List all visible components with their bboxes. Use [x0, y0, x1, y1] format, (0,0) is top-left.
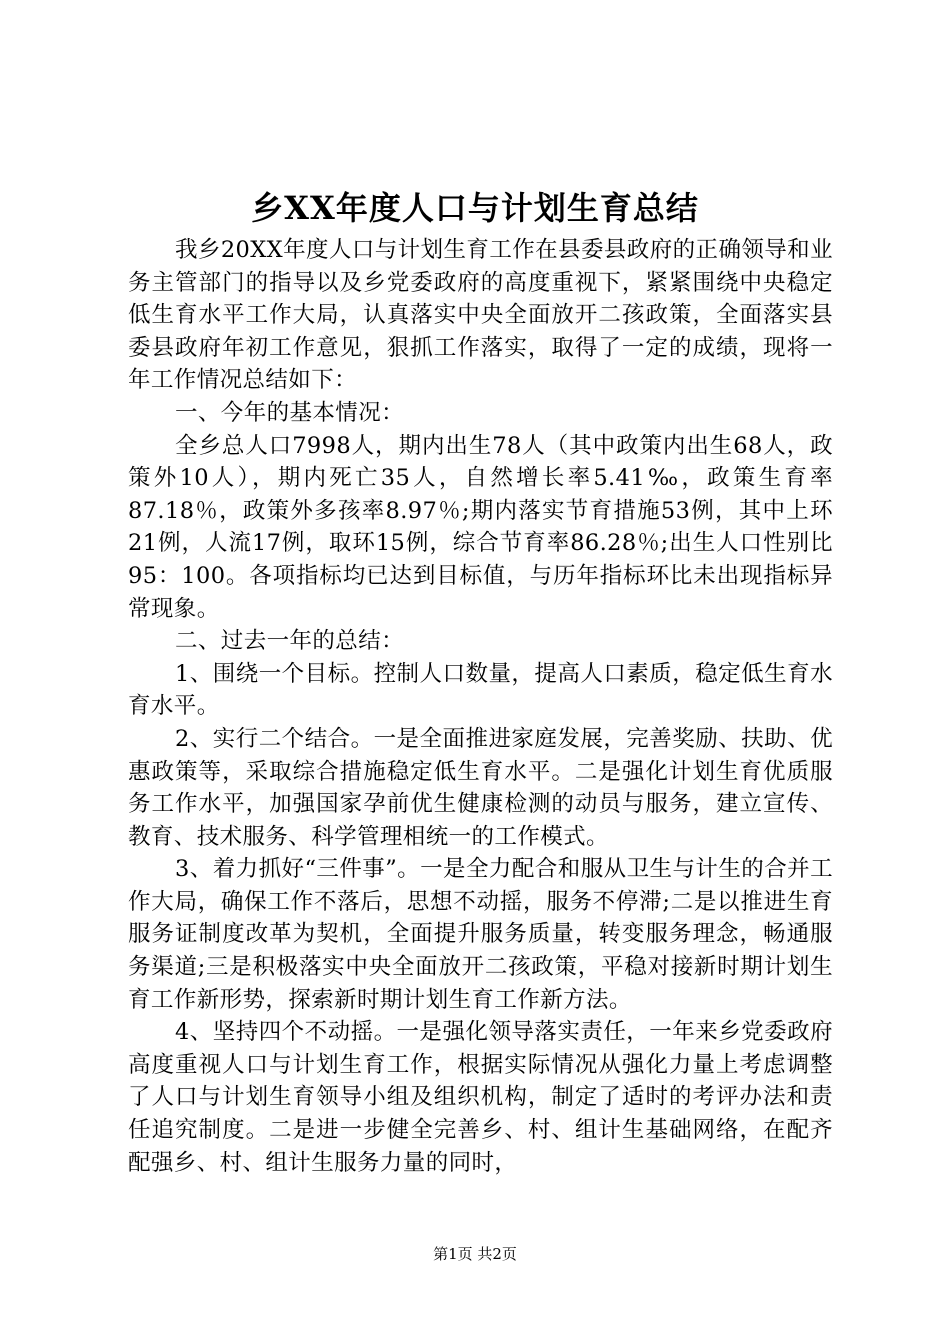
document-title: 乡XX年度人口与计划生育总结 — [251, 189, 699, 227]
page-footer: 第1页 共2页 — [433, 1245, 517, 1263]
paragraph-item-4: 4、坚持四个不动摇。一是强化领导落实责任，一年来乡党委政府高度重视人口与计划生育工作，根据实际情况从强化力量上考虑调整了人口与计划生育领导小组及组织机构，制定了适时的考评办法和责任追究制度。二是进一步健全完善乡、村、组计生基础网络，在配齐配强乡、村、组计生服务力量的同时， — [128, 1019, 833, 1176]
paragraph-statistics: 全乡总人口7998人，期内出生78人（其中政策内出生68人，政策外10人），期内死亡35人，自然增长率5.41‰，政策生育率87.18％，政策外多孩率8.97％;期内落实节育措施53例，其中上环21例，人流17例，取环15例，综合节育率86.28％;出生人口性别比95：100。各项指标均已达到目标值，与历年指标环比未出现指标异常现象。 — [128, 432, 833, 622]
document-body — [128, 234, 833, 1179]
paragraph-item-3: 3、着力抓好“三件事”。一是全力配合和服从卫生与计生的合并工作大局，确保工作不落后，思想不动摇，服务不停滞;二是以推进生育服务证制度改革为契机，全面提升服务质量，转变服务理念，畅通服务渠道;三是积极落实中央全面放开二孩政策，平稳对接新时期计划生育工作新形势，探索新时期计划生育工作新方法。 — [128, 856, 833, 1013]
heading-summary: 二、过去一年的总结： — [175, 628, 405, 655]
paragraph-item-1: 1、围绕一个目标。控制人口数量，提高人口素质，稳定低生育水育水平。 — [128, 660, 833, 720]
paragraph-intro: 我乡20XX年度人口与计划生育工作在县委县政府的正确领导和业务主管部门的指导以及乡党委政府的高度重视下，紧紧围绕中央稳定低生育水平工作大局，认真落实中央全面放开二孩政策，全面落实县委县政府年初工作意见，狠抓工作落实，取得了一定的成绩，现将一年工作情况总结如下： — [128, 237, 833, 394]
heading-basic-situation: 一、今年的基本情况： — [175, 399, 405, 426]
paragraph-item-2: 2、实行二个结合。一是全面推进家庭发展，完善奖励、扶助、优惠政策等，采取综合措施稳定低生育水平。二是强化计划生育优质服务工作水平，加强国家孕前优生健康检测的动员与服务，建立宣传、教育、技术服务、科学管理相统一的工作模式。 — [128, 725, 833, 850]
